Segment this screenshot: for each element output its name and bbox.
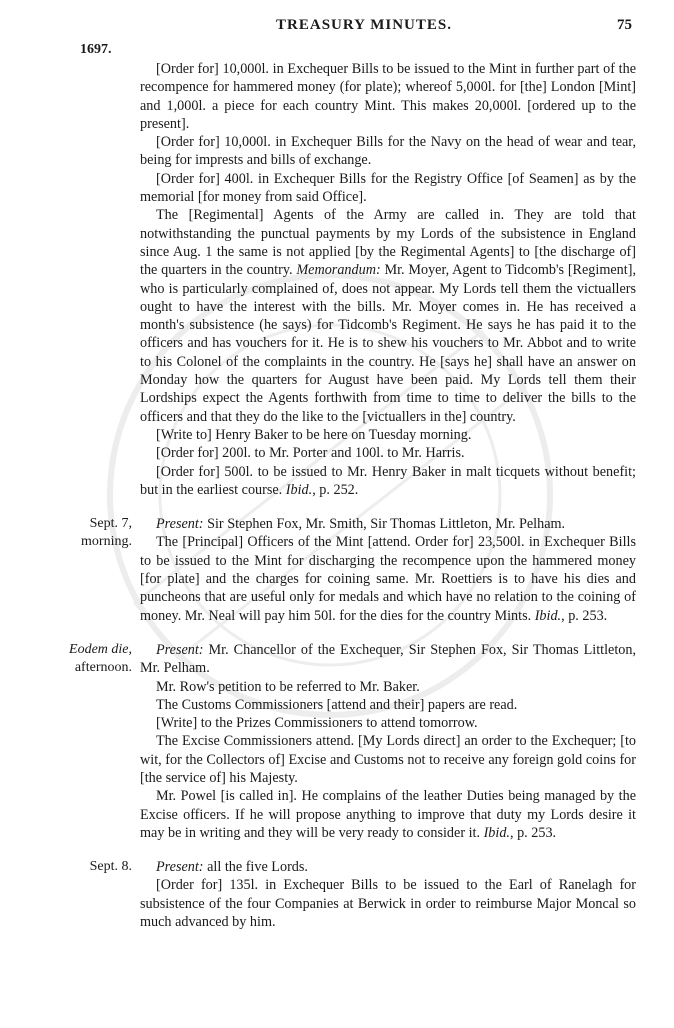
section-1697-entries <box>140 60 636 499</box>
paragraph: [Write to] Henry Baker to be here on Tuesday morning. <box>156 426 472 443</box>
margin-date-line: Sept. 8. <box>89 859 132 875</box>
paragraph: [Order for] 200l. to Mr. Porter and 100l. to Mr. Harris. <box>156 445 465 462</box>
present-paragraph: Present: all the five Lords. <box>156 859 308 876</box>
margin-date-line: morning. <box>81 534 132 550</box>
margin-date-line: Sept. 7, <box>89 516 132 532</box>
paragraph: The Excise Commissioners attend. [My Lords direct] an order to the Exchequer; [to wit, for the Collectors of] Excise and Customs not to receive any foreign gold coins for [the service of] his Majesty. <box>140 733 636 786</box>
section-sept-8 <box>89 858 636 931</box>
margin-date <box>56 641 132 678</box>
page-number: 75 <box>617 17 632 33</box>
margin-date-line: afternoon. <box>74 660 132 676</box>
section-sept-7-morning <box>81 515 636 625</box>
paragraph: Mr. Row's petition to be referred to Mr. Baker. <box>156 678 420 695</box>
paragraph: [Order for] 400l. in Exchequer Bills for the Registry Office [of Seamen] as by the memorial [for money from said Office]. <box>140 170 636 206</box>
margin-year: 1697. <box>80 42 112 57</box>
present-paragraph: Present: Mr. Chancellor of the Exchequer, Sir Stephen Fox, Sir Thomas Littleton, Mr. Pelham. <box>140 641 636 677</box>
present-paragraph: Present: Sir Stephen Fox, Mr. Smith, Sir Thomas Littleton, Mr. Pelham. <box>156 516 566 533</box>
margin-date-line: Eodem die, <box>69 641 132 657</box>
paragraph: Mr. Powel [is called in]. He complains of the leather Duties being managed by the Excise officers. If he will propose anything to improve that duty my Lords desire it may be in writing and they will be very ready to consider it. Ibid., p. 253. <box>140 788 636 841</box>
main-text <box>69 60 636 931</box>
paragraph: The Customs Commissioners [attend and their] papers are read. <box>156 696 518 713</box>
running-header: TREASURY MINUTES. <box>276 17 452 33</box>
margin-date <box>56 858 132 876</box>
paragraph: [Write] to the Prizes Commissioners to attend tomorrow. <box>156 715 478 732</box>
margin-date <box>56 515 132 552</box>
paragraph: [Order for] 135l. in Exchequer Bills to be issued to the Earl of Ranelagh for subsistence of the four Companies at Berwick in order to reimburse Major Moncal so much advanced by him. <box>140 877 636 931</box>
section-eodem-die-afternoon <box>69 641 636 842</box>
paragraph: The [Regimental] Agents of the Army are called in. They are told that notwithstanding the punctual payments by my Lords of the subsistence in England since Aug. 1 the same is not applied [by the Regimental Agents] to [the discharge of] the quarters in the country. Memorandum: Mr. Moyer, Agent to Tidcomb's [Regiment], who is particularly complained of, does not appear. My Lords tell them the victuallers ought to have the interest with the bills. Mr. Moyer comes in. He has received a month's subsistence (he says) for Tidcomb's Regiment. He says he has paid it to the officers and has vouchers for it. He is to shew his vouchers to Mr. Abbot and to write to his Colonel of the complaints in the country. He [says he] shall have an answer on Monday how the quarters for August have been paid. My Lords tell them their Lordships expect the Agents forthwith from time to time to deliver the bills to the officers and that they do the like to the [victuallers in the] country. <box>140 207 636 425</box>
paragraph: [Order for] 10,000l. in Exchequer Bills for the Navy on the head of wear and tear, being for imprests and bills of exchange. <box>140 134 636 169</box>
paragraph: [Order for] 500l. to be issued to Mr. Henry Baker in malt ticquets without benefit; but in the earliest course. Ibid., p. 252. <box>140 463 636 498</box>
paragraph: The [Principal] Officers of the Mint [attend. Order for] 23,500l. in Exchequer Bills to be issued to the Mint for discharging the recompence upon the hammered money [for plate] and the charges for coining same. Mr. Roettiers is to have his dies and puncheons that are useful only for medals and which have no relation to the coining of money. Mr. Neal will pay him 50l. for the dies for the country Mints. Ibid., p. 253. <box>140 534 636 624</box>
paragraph: [Order for] 10,000l. in Exchequer Bills to be issued to the Mint in further part of the recompence for hammered money (for plate); whereof 5,000l. for [the] London [Mint] and 1,000l. a piece for each country Mint. This makes 20,000l. [ordered up to the present]. <box>140 61 636 132</box>
